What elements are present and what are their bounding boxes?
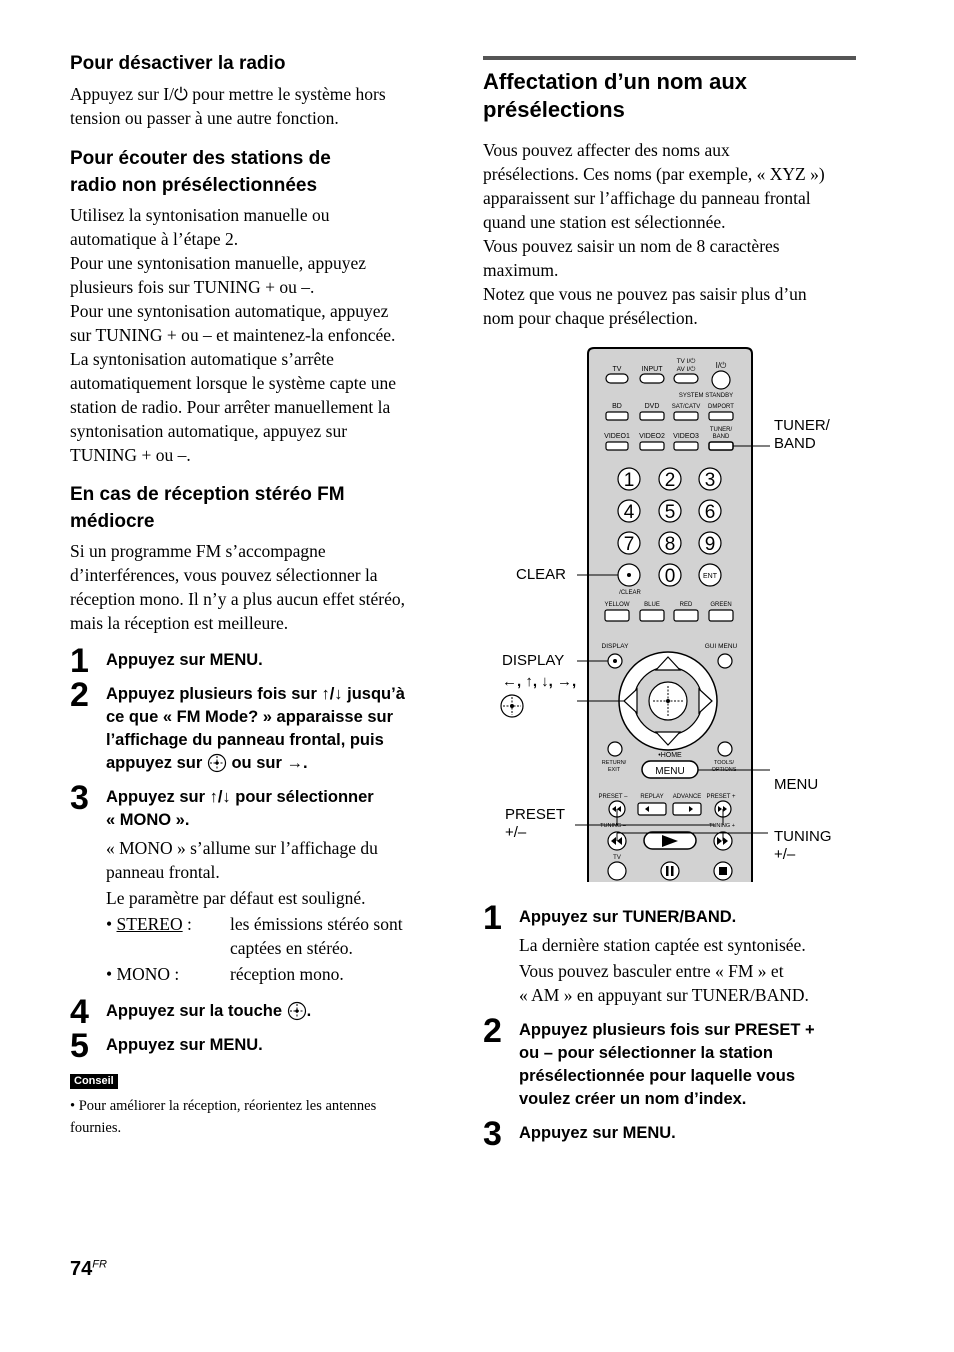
callout-line: TUNER/ xyxy=(774,417,830,434)
step-line: présélectionnée pour laquelle vous xyxy=(519,1067,795,1085)
body-line: mais la réception est meilleure. xyxy=(70,613,289,633)
body-line: syntonisation automatique, appuyez sur xyxy=(70,421,348,441)
body-line: maximum. xyxy=(483,260,559,280)
step-number: 3 xyxy=(483,1115,502,1153)
bottom-left-button[interactable] xyxy=(608,862,626,880)
section-body xyxy=(483,138,856,330)
right-column xyxy=(483,56,856,330)
section-fm-reception xyxy=(70,481,442,635)
body-line: tension ou passer à une autre fonction. xyxy=(70,108,339,128)
body-line: réception mono. Il n’y a plus aucun effet stéréo, xyxy=(70,589,405,609)
video3-label: VIDEO3 xyxy=(673,433,699,440)
step-2 xyxy=(483,1012,856,1111)
stop-icon xyxy=(719,867,727,875)
step-line-part: . xyxy=(306,1002,312,1020)
callout-arrows: ←, ↑, ↓, →, xyxy=(502,673,577,690)
num-label: 1 xyxy=(623,470,635,491)
page-number-value: 74 xyxy=(70,1258,93,1280)
tuning-plus-label: TUNING + xyxy=(709,823,735,829)
yellow-button[interactable] xyxy=(605,610,629,621)
satcatv-button[interactable] xyxy=(674,412,698,420)
replay-label: REPLAY xyxy=(640,794,664,800)
dvd-label: DVD xyxy=(644,403,660,410)
section-heading xyxy=(70,145,442,199)
step-number: 4 xyxy=(70,993,89,1031)
heading-line: Affectation d’un nom aux xyxy=(483,69,747,94)
joystick-enter-icon xyxy=(501,695,523,717)
num-label: 7 xyxy=(623,534,635,555)
return-label: EXIT xyxy=(607,767,621,773)
conseil-box xyxy=(70,1071,442,1139)
body-line: quand une station est sélectionnée. xyxy=(483,212,726,232)
body-line: automatiquement lorsque le système capte une xyxy=(70,373,397,393)
option-sep: : xyxy=(182,914,192,934)
option-value-line: captées en stéréo. xyxy=(230,938,353,958)
section-heading xyxy=(70,481,442,535)
body-line: Si un programme FM s’accompagne xyxy=(70,541,326,561)
num-label: 2 xyxy=(664,470,676,491)
gui-menu-label: GUI MENU xyxy=(704,643,738,650)
video3-button[interactable] xyxy=(674,442,698,450)
step-line: l’affichage du panneau frontal, puis xyxy=(106,731,384,749)
body-line: nom pour chaque présélection. xyxy=(483,308,698,328)
right-steps xyxy=(483,899,856,1153)
step-text xyxy=(106,1000,442,1023)
option-key: • MONO : xyxy=(106,964,180,984)
advance-label: ADVANCE xyxy=(672,794,702,800)
callout-line: +/– xyxy=(505,824,527,841)
body-line: Pour une syntonisation manuelle, appuyez xyxy=(70,253,366,273)
bd-button[interactable] xyxy=(606,412,628,420)
step-number: 2 xyxy=(70,676,89,714)
advance-button[interactable] xyxy=(673,803,701,815)
num-label: 0 xyxy=(664,566,676,587)
return-label: RETURN/ xyxy=(601,760,627,766)
callout-tuner-band xyxy=(774,417,830,453)
video2-label: VIDEO2 xyxy=(639,433,665,440)
body-line: Notez que vous ne pouvez pas saisir plus d’un xyxy=(483,284,807,304)
satcatv-label: SAT/CATV xyxy=(671,404,701,410)
tuner-band-button[interactable] xyxy=(709,442,733,450)
callout-line: PRESET xyxy=(505,806,566,823)
pause-icon xyxy=(671,866,674,876)
joystick-enter-icon xyxy=(287,1001,307,1021)
step-text: Appuyez sur MENU. xyxy=(519,1124,676,1142)
step-number: 1 xyxy=(70,642,89,680)
body-line: TUNING + ou –. xyxy=(70,445,191,465)
step-line: Appuyez plusieurs fois sur PRESET + xyxy=(519,1021,815,1039)
step-line xyxy=(106,752,442,775)
bd-label: BD xyxy=(612,403,622,410)
step-1 xyxy=(483,899,856,1007)
power-label: I/⏻ xyxy=(715,361,727,370)
tv-small-label: TV xyxy=(613,855,621,861)
yellow-label: YELLOW xyxy=(604,602,630,608)
ent-label: ENT xyxy=(703,573,717,580)
heading-line: médiocre xyxy=(70,511,155,532)
step-line: Appuyez sur ↑/↓ pour sélectionner xyxy=(106,788,374,806)
section-non-preset xyxy=(70,145,442,467)
body-line: Utilisez la syntonisation manuelle ou xyxy=(70,205,330,225)
body-line: station de radio. Pour arrêter manuellement la xyxy=(70,397,391,417)
num-label: 3 xyxy=(704,470,716,491)
av-label: AV I/⏻ xyxy=(676,366,696,373)
step-line: Appuyez plusieurs fois sur ↑/↓ jusqu’à xyxy=(106,685,405,703)
section-title xyxy=(483,68,856,124)
home-label: •HOME xyxy=(658,752,682,759)
num-label: 9 xyxy=(704,534,716,555)
left-column xyxy=(70,50,442,1139)
tuner-band-label: BAND xyxy=(712,434,730,440)
step-number: 5 xyxy=(70,1027,89,1065)
step-text xyxy=(106,786,442,832)
callout-line: +/– xyxy=(774,846,796,863)
menu-label: MENU xyxy=(655,766,685,777)
tuning-minus-label: TUNING – xyxy=(600,823,626,829)
tip-line: • Pour améliorer la réception, réorientez les antennes xyxy=(70,1098,377,1114)
dvd-button[interactable] xyxy=(640,412,664,420)
input-button[interactable] xyxy=(640,374,664,383)
tuner-band-label: TUNER/ xyxy=(709,427,733,433)
section-heading: Pour désactiver la radio xyxy=(70,53,286,74)
body-line: d’interférences, vous pouvez sélectionner la xyxy=(70,565,378,585)
clear-label: /CLEAR xyxy=(619,590,641,596)
video1-button[interactable] xyxy=(606,442,628,450)
step-line-part: Appuyez sur la touche xyxy=(106,1002,283,1020)
preset-plus-label: PRESET + xyxy=(706,794,736,800)
step-line-part: appuyez sur xyxy=(106,754,203,772)
body-line: automatique à l’étape 2. xyxy=(70,229,239,249)
section-radio-off xyxy=(70,50,442,130)
tv-button[interactable] xyxy=(606,374,628,383)
section-rule xyxy=(483,56,856,60)
body-line: Appuyez sur I/⏻ pour mettre le système hors xyxy=(70,84,386,104)
callout-menu: MENU xyxy=(774,776,819,793)
tools-button[interactable] xyxy=(718,742,732,756)
system-power-button[interactable] xyxy=(712,371,730,389)
body-line: Vous pouvez basculer entre « FM » et xyxy=(519,961,784,981)
input-label: INPUT xyxy=(641,366,663,373)
tip-text xyxy=(70,1095,442,1139)
tools-label: TOOLS/ xyxy=(713,760,735,766)
callout-line: BAND xyxy=(774,435,816,452)
body-line: présélections. Ces noms (par exemple, « XYZ ») xyxy=(483,164,825,184)
video2-button[interactable] xyxy=(640,442,664,450)
step-line: ou – pour sélectionner la station xyxy=(519,1044,773,1062)
step-number: 2 xyxy=(483,1012,502,1050)
enter-dot-icon xyxy=(666,699,670,703)
system-standby-label: SYSTEM STANDBY xyxy=(678,393,734,399)
conseil-badge: Conseil xyxy=(70,1074,118,1089)
tools-label: OPTIONS xyxy=(711,767,737,773)
tv-label: TV xyxy=(612,366,622,373)
section-body xyxy=(70,82,442,130)
red-label: RED xyxy=(679,602,693,608)
step-5 xyxy=(70,1027,442,1065)
tvav-label: TV I/⏻ xyxy=(676,358,696,365)
step-number: 3 xyxy=(70,779,89,817)
step-body xyxy=(519,933,856,1007)
step-2 xyxy=(70,676,442,775)
option-default: STEREO xyxy=(116,914,183,934)
step-line: voulez créer un nom d’index. xyxy=(519,1090,747,1108)
step-3 xyxy=(70,779,442,986)
option-key-text: MONO : xyxy=(116,964,180,984)
body-line: sur TUNING + ou – et maintenez-la enfoncée. xyxy=(70,325,396,345)
callout-clear: CLEAR xyxy=(516,566,567,583)
option-value xyxy=(230,912,403,960)
green-label: GREEN xyxy=(710,602,732,608)
gui-menu-button[interactable] xyxy=(718,654,732,668)
pause-button[interactable] xyxy=(661,862,679,880)
step-text xyxy=(106,683,442,775)
step-1 xyxy=(70,642,442,680)
clear-dot-icon xyxy=(627,573,631,577)
section-body xyxy=(70,203,442,467)
heading-line: En cas de réception stéréo FM xyxy=(70,484,345,505)
body-line: Vous pouvez saisir un nom de 8 caractères xyxy=(483,236,780,256)
num-label: 5 xyxy=(664,502,676,523)
red-button[interactable] xyxy=(674,610,698,621)
dmport-button[interactable] xyxy=(709,412,733,420)
page-number xyxy=(70,1258,107,1281)
tv-av-power-button[interactable] xyxy=(674,374,698,383)
body-line: panneau frontal. xyxy=(106,862,220,882)
num-label: 4 xyxy=(623,502,635,523)
display-dot-icon xyxy=(613,659,617,663)
option-value: réception mono. xyxy=(230,964,344,984)
step-text: Appuyez sur MENU. xyxy=(106,651,263,669)
body-line: Pour une syntonisation automatique, appuyez xyxy=(70,301,389,321)
num-label: 6 xyxy=(704,502,716,523)
joystick-enter-icon xyxy=(207,753,227,773)
preset-minus-label: PRESET – xyxy=(598,794,628,800)
heading-line: Pour écouter des stations de xyxy=(70,148,331,169)
step-number: 1 xyxy=(483,899,502,937)
dmport-label: DMPORT xyxy=(708,404,734,410)
body-line: Le paramètre par défaut est souligné. xyxy=(106,888,366,908)
callout-line: TUNING xyxy=(774,828,832,845)
option-stereo xyxy=(106,912,442,960)
heading-line: radio non présélectionnées xyxy=(70,175,318,196)
callout-display: DISPLAY xyxy=(502,652,565,669)
body-line: La dernière station captée est syntonisée. xyxy=(519,935,806,955)
callout-preset xyxy=(505,806,565,842)
body-line: « MONO » s’allume sur l’affichage du xyxy=(106,838,378,858)
heading-line: présélections xyxy=(483,97,625,122)
body-line: apparaissent sur l’affichage du panneau frontal xyxy=(483,188,811,208)
replay-button[interactable] xyxy=(638,803,666,815)
tip-line: fournies. xyxy=(70,1120,122,1136)
video1-label: VIDEO1 xyxy=(604,433,630,440)
body-line: Vous pouvez affecter des noms aux xyxy=(483,140,730,160)
step-text: Appuyez sur MENU. xyxy=(106,1036,263,1054)
section-body xyxy=(70,539,442,635)
pause-icon xyxy=(666,866,669,876)
step-line-part: ou sur →. xyxy=(231,754,308,772)
remote-figure xyxy=(500,346,860,884)
option-mono xyxy=(106,962,442,986)
return-button[interactable] xyxy=(608,742,622,756)
body-line: La syntonisation automatique s’arrête xyxy=(70,349,334,369)
step-4 xyxy=(70,993,442,1031)
callout-tuning xyxy=(774,828,832,864)
page-language-suffix: FR xyxy=(92,1258,107,1271)
option-key: • STEREO : xyxy=(106,914,192,934)
step-text: Appuyez sur TUNER/BAND. xyxy=(519,908,737,926)
step-text xyxy=(519,1019,856,1111)
step-line: « MONO ». xyxy=(106,811,190,829)
green-button[interactable] xyxy=(709,610,733,621)
blue-label: BLUE xyxy=(644,602,660,608)
body-line: « AM » en appuyant sur TUNER/BAND. xyxy=(519,985,809,1005)
step-3 xyxy=(483,1115,856,1153)
body-line: plusieurs fois sur TUNING + ou –. xyxy=(70,277,315,297)
step-body xyxy=(106,836,442,986)
blue-button[interactable] xyxy=(640,610,664,621)
display-label: DISPLAY xyxy=(601,643,629,650)
num-label: 8 xyxy=(664,534,676,555)
option-value-line: les émissions stéréo sont xyxy=(230,914,403,934)
step-line: ce que « FM Mode? » apparaisse sur xyxy=(106,708,394,726)
